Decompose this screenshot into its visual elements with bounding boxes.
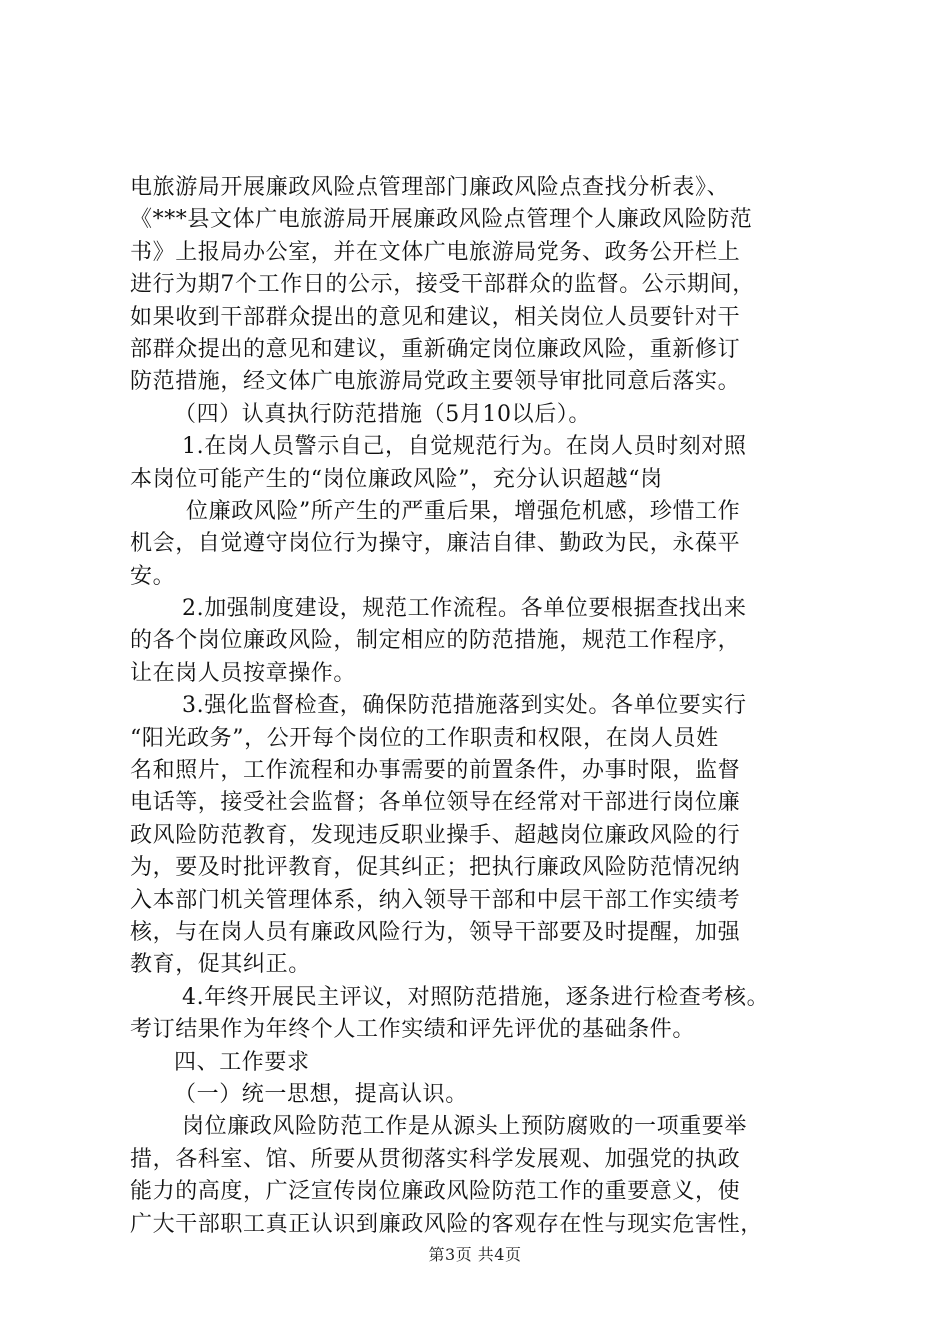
text-line: 《***县文体广电旅游局开展廉政风险点管理个人廉政风险防范	[130, 207, 753, 233]
text-line: 电话等，接受社会监督；各单位领导在经常对干部进行岗位廉	[130, 790, 741, 816]
text-line: 教育，促其纠正。	[130, 952, 311, 978]
text-line: 1.在岗人员警示自己，自觉规范行为。在岗人员时刻对照	[182, 434, 747, 460]
text-line: 位廉政风险”所产生的严重后果，增强危机感，珍惜工作	[186, 498, 741, 524]
text-line: 名和照片，工作流程和办事需要的前置条件，办事时限，监督	[130, 758, 741, 784]
text-line: 入本部门机关管理体系，纳入领导干部和中层干部工作实绩考	[130, 887, 741, 913]
page-footer: 第3页 共4页	[428, 1245, 522, 1264]
text-line: 为，要及时批评教育，促其纠正；把执行廉政风险防范情况纳	[130, 855, 741, 881]
text-line: 能力的高度，广泛宣传岗位廉政风险防范工作的重要意义，使	[130, 1179, 741, 1205]
text-line: 机会，自觉遵守岗位行为操守，廉洁自律、勤政为民，永葆平	[130, 531, 741, 557]
text-line: 2.加强制度建设，规范工作流程。各单位要根据查找出来	[182, 596, 747, 622]
text-line: 电旅游局开展廉政风险点管理部门廉政风险点查找分析表》、	[130, 175, 730, 200]
text-line: 措，各科室、馆、所要从贯彻落实科学发展观、加强党的执政	[130, 1146, 741, 1172]
text-line: 考订结果作为年终个人工作实绩和评先评优的基础条件。	[130, 1017, 696, 1043]
section-heading: 四、工作要求	[174, 1049, 310, 1075]
text-line: 防范措施，经文体广电旅游局党政主要领导审批同意后落实。	[130, 369, 741, 395]
text-line: 让在岗人员按章操作。	[130, 660, 357, 686]
text-line: 安。	[130, 563, 176, 589]
text-line: 岗位廉政风险防范工作是从源头上预防腐败的一项重要举	[182, 1114, 748, 1140]
text-line: 4.年终开展民主评议，对照防范措施，逐条进行检查考核。	[182, 984, 770, 1010]
subsection-heading: （一）统一思想，提高认识。	[174, 1081, 468, 1107]
text-line: 部群众提出的意见和建议，重新确定岗位廉政风险，重新修订	[130, 336, 741, 362]
text-line: 核，与在岗人员有廉政风险行为，领导干部要及时提醒，加强	[130, 919, 741, 945]
text-line: 的各个岗位廉政风险，制定相应的防范措施，规范工作程序，	[130, 628, 741, 654]
text-line: 广大干部职工真正认识到廉政风险的客观存在性与现实危害性，	[130, 1211, 763, 1237]
text-line: 书》上报局办公室，并在文体广电旅游局党务、政务公开栏上	[130, 239, 741, 265]
text-line: 如果收到干部群众提出的意见和建议，相关岗位人员要针对干	[130, 304, 741, 330]
text-line: 进行为期7个工作日的公示，接受干部群众的监督。公示期间，	[130, 272, 755, 298]
document-body	[130, 172, 845, 1241]
text-line: 政风险防范教育，发现违反职业操手、超越岗位廉政风险的行	[130, 822, 741, 848]
section-heading: （四）认真执行防范措施（5月10以后）。	[174, 401, 591, 427]
text-line: “阳光政务”，公开每个岗位的工作职责和权限，在岗人员姓	[130, 725, 719, 751]
text-line: 本岗位可能产生的“岗位廉政风险”，充分认识超越“岗	[130, 466, 663, 492]
text-line: 3.强化监督检查，确保防范措施落到实处。各单位要实行	[182, 693, 747, 719]
